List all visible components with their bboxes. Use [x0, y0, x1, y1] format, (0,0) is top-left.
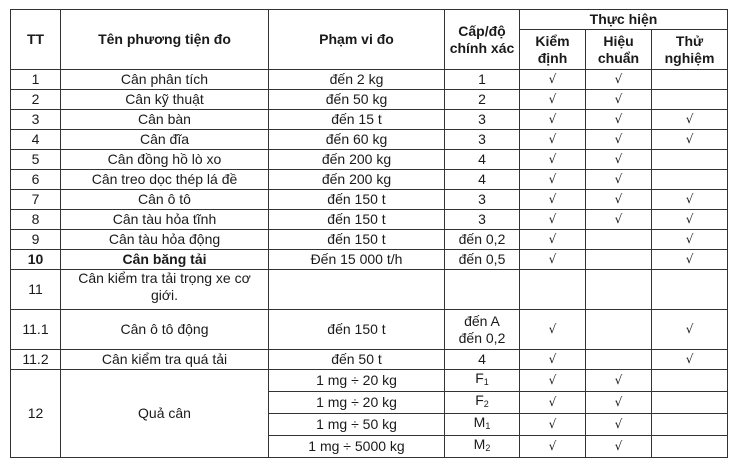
table-row	[11, 350, 728, 370]
calibrate-empty	[586, 350, 652, 370]
class-sub: 2	[483, 399, 489, 409]
row-tt: 1	[11, 70, 61, 90]
verify-check: √	[520, 150, 586, 170]
table-row	[11, 370, 728, 392]
calibrate-check: √	[586, 110, 652, 130]
row-range: đến 150 t	[269, 210, 445, 230]
class-letter: F	[475, 392, 484, 408]
class-letter: M	[473, 436, 486, 452]
row-tt: 12	[11, 370, 61, 458]
row-tt: 5	[11, 150, 61, 170]
verify-check: √	[520, 110, 586, 130]
table-row	[11, 150, 728, 170]
class-letter: F	[475, 370, 484, 386]
row-tt: 4	[11, 130, 61, 150]
row-tt: 8	[11, 210, 61, 230]
table-row	[11, 90, 728, 110]
row-tt: 11.1	[11, 310, 61, 350]
weight-range: 1 mg ÷ 20 kg	[269, 370, 445, 392]
row-range: đến 50 kg	[269, 90, 445, 110]
table-row	[11, 70, 728, 90]
weight-range: 1 mg ÷ 50 kg	[269, 414, 445, 436]
test-check: √	[652, 350, 728, 370]
row-tt: 9	[11, 230, 61, 250]
calibrate-check: √	[586, 370, 652, 392]
weight-class	[445, 436, 520, 458]
verify-check: √	[520, 230, 586, 250]
row-range: đến 15 t	[269, 110, 445, 130]
weight-class	[445, 392, 520, 414]
table-row	[11, 310, 728, 350]
table-row	[11, 250, 728, 270]
calibrate-check: √	[586, 130, 652, 150]
table-row	[11, 230, 728, 250]
test-empty	[652, 90, 728, 110]
row-accuracy: đến 0,2	[445, 230, 520, 250]
row-tt: 7	[11, 190, 61, 210]
verify-check: √	[520, 370, 586, 392]
row-accuracy	[445, 310, 520, 350]
row-name: Cân bàn	[61, 110, 269, 130]
test-empty	[652, 150, 728, 170]
test-check: √	[652, 130, 728, 150]
header-calibrate: Hiệu chuẩn	[586, 30, 652, 70]
weight-range: 1 mg ÷ 5000 kg	[269, 436, 445, 458]
row-tt: 3	[11, 110, 61, 130]
verify-empty	[520, 270, 586, 310]
calibrate-empty	[586, 310, 652, 350]
class-sub: 1	[483, 377, 489, 387]
row-name: Quả cân	[61, 370, 269, 458]
row-accuracy: đến 0,5	[445, 250, 520, 270]
calibrate-empty	[586, 250, 652, 270]
calibrate-check: √	[586, 210, 652, 230]
row-name: Cân băng tải	[61, 250, 269, 270]
test-empty	[652, 436, 728, 458]
row-accuracy: 1	[445, 70, 520, 90]
verify-check: √	[520, 210, 586, 230]
verify-check: √	[520, 350, 586, 370]
verify-check: √	[520, 250, 586, 270]
calibrate-check: √	[586, 150, 652, 170]
row-accuracy: 3	[445, 210, 520, 230]
test-empty	[652, 414, 728, 436]
row-accuracy: 2	[445, 90, 520, 110]
row-name: Cân kiểm tra quá tải	[61, 350, 269, 370]
verify-check: √	[520, 436, 586, 458]
row-tt: 11	[11, 270, 61, 310]
calibrate-check: √	[586, 190, 652, 210]
row-accuracy: 4	[445, 170, 520, 190]
row-name: Cân treo dọc thép lá đề	[61, 170, 269, 190]
calibrate-empty	[586, 230, 652, 250]
row-range: đến 2 kg	[269, 70, 445, 90]
verify-check: √	[520, 170, 586, 190]
row-tt: 2	[11, 90, 61, 110]
calibrate-empty	[586, 270, 652, 310]
calibrate-check: √	[586, 90, 652, 110]
weight-range: 1 mg ÷ 20 kg	[269, 392, 445, 414]
row-name: Cân ô tô động	[61, 310, 269, 350]
row-range-empty	[269, 270, 445, 310]
row-name: Cân ô tô	[61, 190, 269, 210]
row-tt: 11.2	[11, 350, 61, 370]
header-name: Tên phương tiện đo	[61, 10, 269, 70]
test-empty	[652, 270, 728, 310]
table-row	[11, 210, 728, 230]
verify-check: √	[520, 310, 586, 350]
row-name: Cân đĩa	[61, 130, 269, 150]
test-check: √	[652, 110, 728, 130]
table-row	[11, 130, 728, 150]
class-sub: 1	[485, 421, 491, 431]
verify-check: √	[520, 414, 586, 436]
measuring-instruments-table	[10, 9, 728, 458]
row-range: đến 50 t	[269, 350, 445, 370]
table-row	[11, 270, 728, 310]
header-test: Thử nghiệm	[652, 30, 728, 70]
calibrate-check: √	[586, 436, 652, 458]
class-letter: M	[473, 414, 486, 430]
verify-check: √	[520, 130, 586, 150]
test-empty	[652, 392, 728, 414]
test-check: √	[652, 310, 728, 350]
accuracy-line-1: đến A	[464, 312, 500, 329]
accuracy-line-2: đến 0,2	[458, 329, 506, 346]
row-range: đến 150 t	[269, 190, 445, 210]
row-tt: 10	[11, 250, 61, 270]
table-row	[11, 170, 728, 190]
header-accuracy: Cấp/độ chính xác	[445, 10, 520, 70]
verify-check: √	[520, 392, 586, 414]
row-range: Đến 15 000 t/h	[269, 250, 445, 270]
row-accuracy: 3	[445, 190, 520, 210]
header-range: Phạm vi đo	[269, 10, 445, 70]
calibrate-check: √	[586, 70, 652, 90]
test-check: √	[652, 250, 728, 270]
test-check: √	[652, 210, 728, 230]
row-name: Cân tàu hỏa động	[61, 230, 269, 250]
verify-check: √	[520, 190, 586, 210]
row-range: đến 150 t	[269, 310, 445, 350]
row-range: đến 60 kg	[269, 130, 445, 150]
header-tt: TT	[11, 10, 61, 70]
row-range: đến 200 kg	[269, 170, 445, 190]
row-name: Cân tàu hỏa tĩnh	[61, 210, 269, 230]
table-row	[11, 190, 728, 210]
row-accuracy: 4	[445, 350, 520, 370]
weight-class	[445, 414, 520, 436]
test-empty	[652, 370, 728, 392]
test-check: √	[652, 230, 728, 250]
row-accuracy: 4	[445, 150, 520, 170]
row-accuracy: 3	[445, 110, 520, 130]
header-verify: Kiểm định	[520, 30, 586, 70]
row-range: đến 150 t	[269, 230, 445, 250]
row-accuracy: 3	[445, 130, 520, 150]
row-range: đến 200 kg	[269, 150, 445, 170]
row-tt: 6	[11, 170, 61, 190]
header-performed: Thực hiện	[520, 10, 728, 30]
calibrate-check: √	[586, 414, 652, 436]
row-name: Cân kỹ thuật	[61, 90, 269, 110]
weight-class	[445, 370, 520, 392]
calibrate-check: √	[586, 170, 652, 190]
verify-check: √	[520, 90, 586, 110]
verify-check: √	[520, 70, 586, 90]
table-row	[11, 110, 728, 130]
row-name: Cân phân tích	[61, 70, 269, 90]
row-accuracy-empty	[445, 270, 520, 310]
test-check: √	[652, 190, 728, 210]
row-name: Cân kiểm tra tải trọng xe cơ giới.	[61, 270, 269, 310]
row-name: Cân đồng hồ lò xo	[61, 150, 269, 170]
class-sub: 2	[485, 443, 491, 453]
test-empty	[652, 170, 728, 190]
test-empty	[652, 70, 728, 90]
calibrate-check: √	[586, 392, 652, 414]
